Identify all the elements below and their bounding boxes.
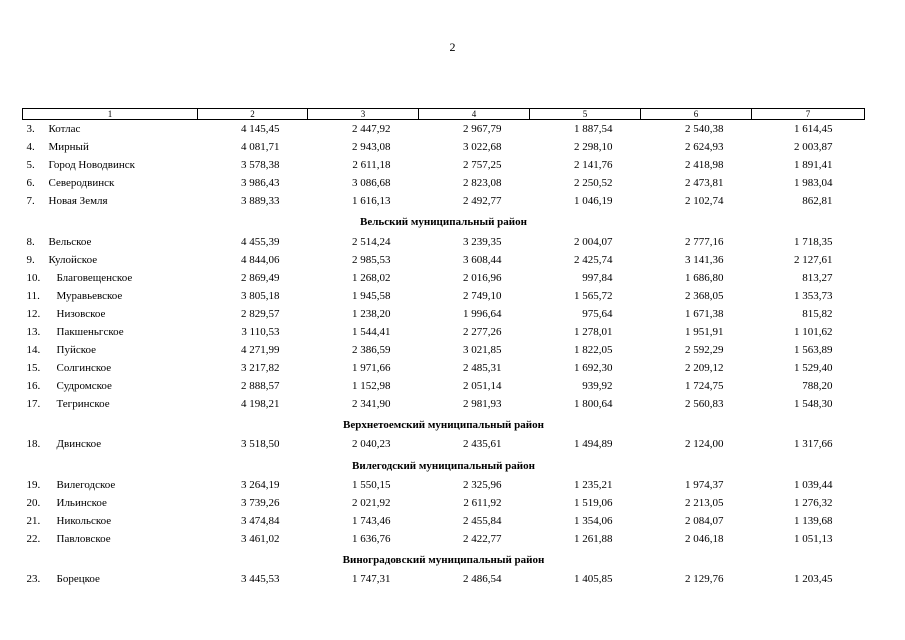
value-cell-col-2: 3 110,53 [241, 325, 280, 338]
value-cell-col-4: 2 749,10 [463, 289, 502, 302]
table-row [23, 174, 865, 192]
table-row [23, 251, 865, 269]
table-row [23, 359, 865, 377]
value-cell-col-2: 4 145,45 [241, 123, 280, 136]
value-cell-col-2: 4 271,99 [241, 344, 280, 357]
value-cell-col-2: 4 455,39 [241, 235, 280, 248]
value-cell-col-5: 1 261,88 [574, 532, 613, 545]
municipality-name: Северодвинск [48, 177, 115, 190]
page-number: 2 [449, 40, 456, 54]
municipality-cell [23, 377, 198, 395]
value-cell-col-4: 2 486,54 [463, 572, 502, 585]
table-row [23, 138, 865, 156]
value-cell-col-6: 2 102,74 [685, 195, 724, 208]
value-cell-col-3: 2 040,23 [352, 438, 391, 451]
municipality-cell [23, 138, 198, 156]
value-cell-col-6: 2 084,07 [685, 514, 724, 527]
value-cell-col-6: 2 560,83 [685, 398, 724, 411]
value-cell-col-3: 2 985,53 [352, 253, 391, 266]
municipality-cell [23, 120, 198, 139]
value-cell-col-6: 2 209,12 [685, 362, 724, 375]
row-number: 8. [26, 235, 35, 248]
value-cell-col-7: 1 051,13 [794, 532, 833, 545]
value-cell-col-5: 975,64 [582, 307, 613, 320]
table-row [23, 395, 865, 413]
value-cell-col-4: 2 016,96 [463, 271, 502, 284]
value-cell-col-2: 2 888,57 [241, 380, 280, 393]
table-row [23, 192, 865, 210]
column-header-4: 4 [419, 109, 530, 120]
value-cell-col-5: 1 800,64 [574, 398, 613, 411]
value-cell-col-5: 2 141,76 [574, 159, 613, 172]
row-number: 5. [26, 159, 35, 172]
value-cell-col-6: 2 124,00 [685, 438, 724, 451]
value-cell-col-3: 1 743,46 [352, 514, 391, 527]
data-table-container [22, 108, 864, 588]
value-cell-col-7: 1 317,66 [794, 438, 833, 451]
section-title: Вельский муниципальный район [360, 216, 527, 229]
row-number: 16. [26, 380, 41, 393]
value-cell-col-4: 3 021,85 [463, 344, 502, 357]
table-row [23, 570, 865, 588]
value-cell-col-2: 3 578,38 [241, 159, 280, 172]
row-number: 9. [26, 253, 35, 266]
row-number: 11. [26, 289, 40, 302]
value-cell-col-4: 2 325,96 [463, 478, 502, 491]
value-cell-col-2: 4 844,06 [241, 253, 280, 266]
section-title: Вилегодский муниципальный район [352, 459, 535, 472]
value-cell-col-4: 2 967,79 [463, 123, 502, 136]
municipality-cell [23, 251, 198, 269]
value-cell-col-4: 2 492,77 [463, 195, 502, 208]
value-cell-col-5: 1 235,21 [574, 478, 613, 491]
value-cell-col-5: 997,84 [582, 271, 613, 284]
municipality-name: Тегринское [56, 398, 110, 411]
municipality-cell [23, 512, 198, 530]
value-cell-col-7: 1 983,04 [794, 177, 833, 190]
value-cell-col-7: 1 548,30 [794, 398, 833, 411]
municipality-name: Вилегодское [56, 478, 116, 491]
row-number: 4. [26, 141, 35, 154]
municipality-cell [23, 530, 198, 548]
table-row [23, 476, 865, 494]
value-cell-col-5: 1 278,01 [574, 325, 613, 338]
value-cell-col-6: 2 368,05 [685, 289, 724, 302]
section-title: Верхнетоемский муниципальный район [343, 419, 544, 432]
value-cell-col-4: 2 277,26 [463, 325, 502, 338]
municipality-name: Муравьевское [56, 289, 123, 302]
value-cell-col-2: 3 445,53 [241, 572, 280, 585]
value-cell-col-7: 1 718,35 [794, 235, 833, 248]
value-cell-col-6: 1 671,38 [685, 307, 724, 320]
column-header-6: 6 [641, 109, 752, 120]
column-header-5: 5 [530, 109, 641, 120]
row-number: 7. [26, 195, 35, 208]
municipality-name: Пуйское [56, 344, 97, 357]
municipality-cell [23, 435, 198, 453]
municipality-name: Борецкое [56, 572, 100, 585]
value-cell-col-2: 3 474,84 [241, 514, 280, 527]
table-row [23, 120, 865, 139]
value-cell-col-6: 2 046,18 [685, 532, 724, 545]
value-cell-col-7: 788,20 [802, 380, 833, 393]
value-cell-col-3: 1 616,13 [352, 195, 391, 208]
value-cell-col-7: 1 529,40 [794, 362, 833, 375]
value-cell-col-5: 1 405,85 [574, 572, 613, 585]
value-cell-col-5: 2 004,07 [574, 235, 613, 248]
value-cell-col-6: 2 624,93 [685, 141, 724, 154]
municipality-cell [23, 476, 198, 494]
municipality-cell [23, 323, 198, 341]
value-cell-col-2: 3 739,26 [241, 496, 280, 509]
row-number: 21. [26, 514, 41, 527]
municipality-name: Кулойское [48, 253, 98, 266]
value-cell-col-4: 2 051,14 [463, 380, 502, 393]
row-number: 17. [26, 398, 41, 411]
value-cell-col-7: 813,27 [802, 271, 833, 284]
value-cell-col-2: 3 986,43 [241, 177, 280, 190]
municipality-cell [23, 494, 198, 512]
data-table [22, 108, 865, 588]
value-cell-col-7: 1 353,73 [794, 289, 833, 302]
table-row [23, 305, 865, 323]
value-cell-col-7: 2 127,61 [794, 253, 833, 266]
value-cell-col-4: 1 996,64 [463, 307, 502, 320]
value-cell-col-7: 1 101,62 [794, 325, 833, 338]
table-row [23, 512, 865, 530]
table-row [23, 156, 865, 174]
value-cell-col-3: 2 611,18 [352, 159, 391, 172]
value-cell-col-2: 3 518,50 [241, 438, 280, 451]
value-cell-col-6: 2 777,16 [685, 235, 724, 248]
value-cell-col-6: 2 213,05 [685, 496, 724, 509]
municipality-cell [23, 359, 198, 377]
value-cell-col-3: 1 636,76 [352, 532, 391, 545]
value-cell-col-3: 1 971,66 [352, 362, 391, 375]
column-header-1: 1 [23, 109, 198, 120]
value-cell-col-3: 1 238,20 [352, 307, 391, 320]
value-cell-col-5: 2 298,10 [574, 141, 613, 154]
value-cell-col-2: 2 829,57 [241, 307, 280, 320]
value-cell-col-3: 1 747,31 [352, 572, 391, 585]
value-cell-col-6: 1 951,91 [685, 325, 724, 338]
section-header-row [23, 548, 865, 570]
table-row [23, 341, 865, 359]
municipality-name: Пакшеньгское [56, 325, 124, 338]
value-cell-col-5: 1 692,30 [574, 362, 613, 375]
value-cell-col-2: 3 217,82 [241, 362, 280, 375]
value-cell-col-4: 2 455,84 [463, 514, 502, 527]
value-cell-col-3: 3 086,68 [352, 177, 391, 190]
value-cell-col-5: 1 822,05 [574, 344, 613, 357]
municipality-cell [23, 192, 198, 210]
row-number: 20. [26, 496, 41, 509]
value-cell-col-2: 4 198,21 [241, 398, 280, 411]
value-cell-col-5: 2 425,74 [574, 253, 613, 266]
value-cell-col-5: 1 046,19 [574, 195, 613, 208]
header-row [23, 109, 865, 120]
value-cell-col-7: 1 891,41 [794, 159, 833, 172]
municipality-name: Новая Земля [48, 195, 108, 208]
value-cell-col-7: 1 614,45 [794, 123, 833, 136]
row-number: 14. [26, 344, 41, 357]
value-cell-col-2: 3 889,33 [241, 195, 280, 208]
column-header-3: 3 [308, 109, 419, 120]
value-cell-col-3: 1 152,98 [352, 380, 391, 393]
value-cell-col-7: 1 276,32 [794, 496, 833, 509]
value-cell-col-7: 862,81 [802, 195, 833, 208]
row-number: 22. [26, 532, 41, 545]
value-cell-col-3: 2 943,08 [352, 141, 391, 154]
value-cell-col-2: 3 264,19 [241, 478, 280, 491]
value-cell-col-5: 1 887,54 [574, 123, 613, 136]
municipality-name: Низовское [56, 307, 106, 320]
table-row [23, 323, 865, 341]
section-header-row [23, 413, 865, 435]
municipality-name: Котлас [48, 123, 81, 136]
municipality-cell [23, 305, 198, 323]
row-number: 19. [26, 478, 41, 491]
value-cell-col-3: 1 544,41 [352, 325, 391, 338]
value-cell-col-6: 1 724,75 [685, 380, 724, 393]
value-cell-col-4: 2 422,77 [463, 532, 502, 545]
value-cell-col-3: 2 514,24 [352, 235, 391, 248]
value-cell-col-3: 2 386,59 [352, 344, 391, 357]
municipality-name: Вельское [48, 235, 92, 248]
value-cell-col-2: 2 869,49 [241, 271, 280, 284]
municipality-name: Солгинское [56, 362, 112, 375]
value-cell-col-3: 2 447,92 [352, 123, 391, 136]
municipality-name: Ильинское [56, 496, 107, 509]
value-cell-col-7: 815,82 [802, 307, 833, 320]
value-cell-col-6: 2 418,98 [685, 159, 724, 172]
value-cell-col-5: 2 250,52 [574, 177, 613, 190]
municipality-name: Павловское [56, 532, 111, 545]
row-number: 3. [26, 123, 35, 136]
value-cell-col-5: 1 519,06 [574, 496, 613, 509]
value-cell-col-3: 1 268,02 [352, 271, 391, 284]
section-header-row [23, 454, 865, 476]
value-cell-col-4: 3 608,44 [463, 253, 502, 266]
column-header-2: 2 [198, 109, 308, 120]
municipality-cell [23, 341, 198, 359]
value-cell-col-6: 2 129,76 [685, 572, 724, 585]
municipality-cell [23, 570, 198, 588]
row-number: 15. [26, 362, 41, 375]
column-header-7: 7 [752, 109, 865, 120]
row-number: 12. [26, 307, 41, 320]
value-cell-col-5: 1 354,06 [574, 514, 613, 527]
table-row [23, 232, 865, 250]
row-number: 10. [26, 271, 41, 284]
value-cell-col-4: 2 435,61 [463, 438, 502, 451]
value-cell-col-7: 1 203,45 [794, 572, 833, 585]
table-row [23, 435, 865, 453]
value-cell-col-4: 2 757,25 [463, 159, 502, 172]
table-row [23, 530, 865, 548]
table-body [23, 120, 865, 588]
value-cell-col-3: 1 945,58 [352, 289, 391, 302]
row-number: 18. [26, 438, 41, 451]
value-cell-col-3: 2 341,90 [352, 398, 391, 411]
row-number: 13. [26, 325, 41, 338]
value-cell-col-3: 1 550,15 [352, 478, 391, 491]
value-cell-col-5: 1 494,89 [574, 438, 613, 451]
value-cell-col-4: 2 981,93 [463, 398, 502, 411]
table-row [23, 494, 865, 512]
value-cell-col-6: 1 686,80 [685, 271, 724, 284]
municipality-name: Никольское [56, 514, 112, 527]
value-cell-col-6: 1 974,37 [685, 478, 724, 491]
value-cell-col-6: 3 141,36 [685, 253, 724, 266]
municipality-cell [23, 269, 198, 287]
value-cell-col-7: 1 039,44 [794, 478, 833, 491]
value-cell-col-7: 2 003,87 [794, 141, 833, 154]
municipality-name: Благовещенское [56, 271, 133, 284]
municipality-cell [23, 156, 198, 174]
value-cell-col-3: 2 021,92 [352, 496, 391, 509]
section-header-row [23, 210, 865, 232]
municipality-cell [23, 232, 198, 250]
value-cell-col-7: 1 139,68 [794, 514, 833, 527]
municipality-cell [23, 395, 198, 413]
value-cell-col-5: 1 565,72 [574, 289, 613, 302]
value-cell-col-6: 2 473,81 [685, 177, 724, 190]
row-number: 6. [26, 177, 35, 190]
value-cell-col-5: 939,92 [582, 380, 613, 393]
value-cell-col-2: 3 461,02 [241, 532, 280, 545]
value-cell-col-6: 2 540,38 [685, 123, 724, 136]
value-cell-col-6: 2 592,29 [685, 344, 724, 357]
value-cell-col-4: 2 611,92 [463, 496, 502, 509]
value-cell-col-4: 3 022,68 [463, 141, 502, 154]
municipality-cell [23, 174, 198, 192]
table-row [23, 287, 865, 305]
table-row [23, 377, 865, 395]
value-cell-col-4: 2 485,31 [463, 362, 502, 375]
value-cell-col-2: 4 081,71 [241, 141, 280, 154]
value-cell-col-4: 2 823,08 [463, 177, 502, 190]
table-header [23, 109, 865, 120]
value-cell-col-4: 3 239,35 [463, 235, 502, 248]
section-title: Виноградовский муниципальный район [342, 553, 545, 566]
value-cell-col-2: 3 805,18 [241, 289, 280, 302]
municipality-name: Двинское [56, 438, 102, 451]
municipality-name: Мирный [48, 141, 89, 154]
municipality-name: Город Новодвинск [48, 159, 135, 172]
value-cell-col-7: 1 563,89 [794, 344, 833, 357]
municipality-cell [23, 287, 198, 305]
table-row [23, 269, 865, 287]
municipality-name: Судромское [56, 380, 112, 393]
row-number: 23. [26, 572, 41, 585]
